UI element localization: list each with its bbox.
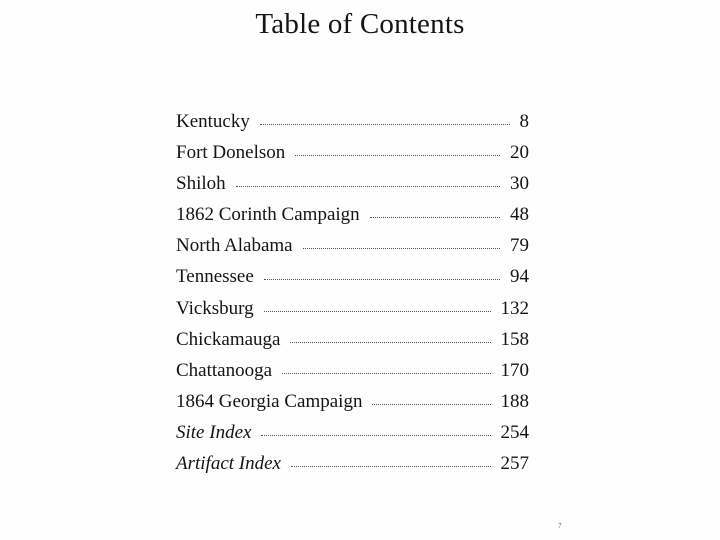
- toc-entry-label: Kentucky: [176, 111, 250, 132]
- dot-leader: [295, 155, 500, 156]
- toc-entry-label: 1862 Corinth Campaign: [176, 204, 360, 226]
- toc-entry-fort-donelson[interactable]: [176, 142, 529, 173]
- toc-entry-artifact-index[interactable]: [176, 453, 529, 484]
- page-title: Table of Contents: [255, 8, 465, 40]
- toc-entry-label: Shiloh: [176, 173, 226, 195]
- dot-leader: [291, 466, 491, 467]
- toc-entry-page-number: 8: [519, 111, 529, 132]
- toc-entry-page-number: 132: [500, 297, 529, 319]
- dot-leader: [236, 186, 500, 187]
- toc-entry-label: 1864 Georgia Campaign: [176, 390, 363, 412]
- toc-entry-page-number: 79: [510, 235, 529, 257]
- dot-leader: [261, 435, 490, 436]
- toc-entry-page-number: 257: [500, 453, 529, 475]
- dot-leader: [372, 404, 490, 405]
- toc-entry-page-number: 254: [500, 421, 529, 443]
- toc-entry-site-index[interactable]: [176, 422, 529, 453]
- toc-entry-chickamauga[interactable]: [176, 329, 529, 360]
- toc-entry-label: North Alabama: [176, 235, 293, 257]
- toc-entry-chattanooga[interactable]: [176, 360, 529, 391]
- toc-entry-vicksburg[interactable]: [176, 298, 529, 329]
- toc-entry-1862-corinth-campaign[interactable]: [176, 204, 529, 235]
- dot-leader: [264, 311, 491, 312]
- toc-entry-page-number: 188: [500, 390, 529, 412]
- dot-leader: [282, 373, 490, 374]
- toc-entry-page-number: 30: [510, 173, 529, 195]
- toc-entry-1864-georgia-campaign[interactable]: [176, 391, 529, 422]
- toc-entry-label: Chickamauga: [176, 328, 281, 350]
- toc-entry-north-alabama[interactable]: [176, 235, 529, 266]
- toc-entry-page-number: 94: [510, 266, 529, 288]
- dot-leader: [260, 124, 510, 125]
- toc-entry-label: Artifact Index: [176, 453, 281, 475]
- dot-leader: [303, 248, 500, 249]
- toc-entry-tennessee[interactable]: [176, 266, 529, 297]
- dot-leader: [290, 342, 490, 343]
- toc-entry-kentucky[interactable]: [176, 111, 529, 142]
- toc-entry-page-number: 170: [500, 359, 529, 381]
- toc-entry-shiloh[interactable]: [176, 173, 529, 204]
- toc-entry-label: Fort Donelson: [176, 142, 286, 164]
- toc-entry-label: Site Index: [176, 421, 252, 443]
- toc-entry-page-number: 20: [510, 142, 529, 164]
- toc-entry-label: Chattanooga: [176, 359, 273, 381]
- dot-leader: [370, 217, 500, 218]
- dot-leader: [264, 279, 500, 280]
- table-of-contents: [176, 111, 529, 484]
- toc-entry-page-number: 158: [500, 328, 529, 350]
- page-number: 7: [558, 522, 562, 530]
- toc-entry-label: Tennessee: [176, 266, 254, 288]
- toc-entry-page-number: 48: [510, 204, 529, 226]
- toc-entry-label: Vicksburg: [176, 297, 254, 319]
